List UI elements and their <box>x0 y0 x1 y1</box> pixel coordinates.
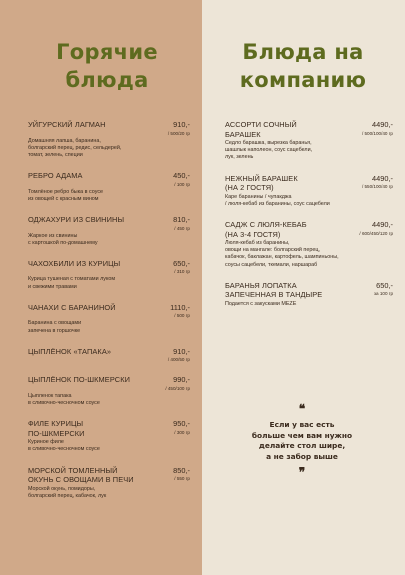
menu-item <box>28 215 190 247</box>
menu-item-price: 4490,- <box>372 220 393 230</box>
menu-item-weight: / 550/100/40 гр <box>361 184 393 190</box>
heading-line-1: Горячие <box>56 40 158 64</box>
menu-item-description: Каре баранины / чупакджа / люля-кебаб из баранины, соус сацебели <box>225 193 330 207</box>
menu-item-name: РЕБРО АДАМА <box>28 171 83 181</box>
menu-item-weight: / 450 гр <box>174 225 190 231</box>
menu-item-price: 810,- <box>173 215 190 225</box>
menu-item-header <box>28 120 190 137</box>
menu-item <box>28 303 190 335</box>
menu-item-price: 950,- <box>173 419 190 429</box>
quote-block <box>237 403 367 478</box>
menu-item-description: Жаркое из свинины с картошкой по-домашнему <box>28 232 98 246</box>
menu-item-header <box>225 281 393 300</box>
menu-item <box>28 466 190 500</box>
menu-item-name: БАРАНЬЯ ЛОПАТКА ЗАПЕЧЕННАЯ В ТАНДЫРЕ <box>225 280 323 300</box>
menu-item-price: 990,- <box>173 375 190 385</box>
menu-item-weight: / 400/50 гр <box>167 357 190 363</box>
heading-line-2: блюда <box>65 68 149 92</box>
menu-item-price-block <box>168 120 190 137</box>
menu-item-price-block <box>173 419 190 436</box>
menu-item <box>28 375 190 407</box>
menu-item-name: ОДЖАХУРИ ИЗ СВИНИНЫ <box>28 215 125 225</box>
menu-item-name: ФИЛЕ КУРИЦЫ ПО-ШКМЕРСКИ <box>28 419 85 438</box>
menu-item-description: Куриное филе в сливочно-чесночном соусе <box>28 439 100 453</box>
menu-item-description: Курица тушеная с томатами луком и свежими травами <box>28 276 116 290</box>
menu-item-header <box>28 466 190 485</box>
menu-item-header <box>28 303 190 320</box>
menu-item-name: УЙГУРСКИЙ ЛАГМАН <box>28 120 106 129</box>
menu-item-price-block <box>362 120 393 137</box>
menu-item-description: Томлёное ребро быка в соусе из овощей с красным вином <box>28 188 104 202</box>
hot-dishes-heading <box>28 38 186 94</box>
menu-item-price: 4490,- <box>372 120 393 129</box>
menu-item-price-block <box>170 303 190 320</box>
menu-item-price-block <box>165 375 190 392</box>
menu-item-price-block <box>362 174 393 191</box>
menu-item <box>28 259 190 291</box>
menu-item-weight: / 600/450/120 гр <box>359 230 393 236</box>
menu-item <box>28 120 190 159</box>
menu-item-description: Подается с закусками MEZE <box>225 300 297 307</box>
hot-dishes-column <box>0 0 202 575</box>
menu-item-weight: / 100 гр <box>174 181 190 187</box>
menu-item <box>225 120 393 162</box>
menu-item-description: Люля-кебаб из баранины, овощи на мангале: болгарский перец, кабачок, баклажан, картофель, шампиньоны, соусы сацебели, ткемали, наршараб <box>225 240 339 268</box>
menu-item-price: 910,- <box>173 120 190 129</box>
menu-item-description: Морской окунь, помидоры, болгарский перец, кабачок, лук <box>28 485 107 499</box>
menu-item-header <box>28 171 190 188</box>
menu-item-price-block <box>173 259 190 276</box>
menu-item <box>28 419 190 453</box>
menu-item-price: 4490,- <box>372 173 393 183</box>
menu-item-name: ЧАХОХБИЛИ ИЗ КУРИЦЫ <box>28 258 121 268</box>
menu-item-price-block <box>173 171 190 188</box>
company-dishes-heading <box>223 38 383 94</box>
quote-close-icon: ❞ <box>298 465 306 479</box>
quote-open-icon: ❝ <box>298 402 306 416</box>
menu-item-header <box>28 259 190 276</box>
menu-item-description: Домашняя лапша, баранина, болгарский перец, редис, сельдерей, томат, зелень, специи <box>28 137 122 158</box>
heading-line-1: Блюда на <box>242 40 364 64</box>
menu-item-weight: / 500/20 гр <box>167 130 190 136</box>
menu-item-weight: / 500/100/40 гр <box>361 130 393 136</box>
menu-item-weight: / 310 гр <box>174 269 190 275</box>
menu-item-weight: / 550 гр <box>174 476 190 482</box>
menu-item-price-block <box>173 466 190 483</box>
menu-item-description: Седло барашка, вырезка баранья, шашлык наполеон, соус сацебели, лук, зелень <box>225 140 313 161</box>
menu-item-header <box>225 174 393 193</box>
menu-item-price-block <box>168 347 190 364</box>
hot-dishes-list <box>28 120 190 500</box>
menu-item-price: 450,- <box>173 171 190 181</box>
menu-item-weight: / 500 гр <box>174 313 190 319</box>
menu-item-description: Баранина с овощами запечена в горшочке <box>28 320 82 334</box>
menu-item-name: НЕЖНЫЙ БАРАШЕК (НА 2 ГОСТЯ) <box>225 173 298 193</box>
menu-item <box>28 171 190 203</box>
menu-item-header <box>28 215 190 232</box>
menu-item-price-block <box>374 281 393 298</box>
company-dishes-column <box>202 0 405 575</box>
menu-item-weight: / 450/100 гр <box>165 385 190 391</box>
menu-item-weight: / 300 гр <box>174 429 190 435</box>
menu-item-header <box>225 220 393 239</box>
menu-item-description: Цыпленок тапака в сливочно-чесночном соусе <box>28 392 100 406</box>
menu-item-price-block <box>359 220 393 237</box>
menu-item-price: 1110,- <box>170 302 190 312</box>
menu-item-price: 650,- <box>376 280 393 290</box>
heading-line-2: компанию <box>239 68 367 92</box>
quote-text: Если у вас есть больше чем вам нужно делайте стол шире, а не забор выше <box>251 420 353 461</box>
menu-item-header <box>28 375 190 392</box>
menu-item-header <box>28 347 190 364</box>
menu-item-name: ЦЫПЛЁНОК ПО-ШКМЕРСКИ <box>28 375 131 385</box>
menu-item-name: САДЖ С ЛЮЛЯ-КЕБАБ (НА 3-4 ГОСТЯ) <box>225 220 307 239</box>
menu-item-price-block <box>173 215 190 232</box>
menu-item-header <box>28 419 190 438</box>
menu-item-name: ЧАНАХИ С БАРАНИНОЙ <box>28 302 116 312</box>
menu-item-name: МОРСКОЙ ТОМЛЕННЫЙ ОКУНЬ С ОВОЩАМИ В ПЕЧИ <box>28 465 134 485</box>
menu-item <box>28 347 190 364</box>
menu-item-price: 910,- <box>173 346 190 356</box>
menu-item <box>225 174 393 208</box>
menu-item-name: ЦЫПЛЁНОК «ТАПАКА» <box>28 346 112 356</box>
menu-item-price: 850,- <box>173 465 190 475</box>
menu-item <box>225 281 393 308</box>
company-dishes-list <box>225 120 393 308</box>
menu-item-weight: за 100 гр <box>373 291 393 297</box>
menu-item <box>225 220 393 269</box>
menu-item-header <box>225 120 393 139</box>
menu-item-name: АССОРТИ СОЧНЫЙ БАРАШЕК <box>225 120 297 139</box>
menu-item-price: 650,- <box>173 258 190 268</box>
